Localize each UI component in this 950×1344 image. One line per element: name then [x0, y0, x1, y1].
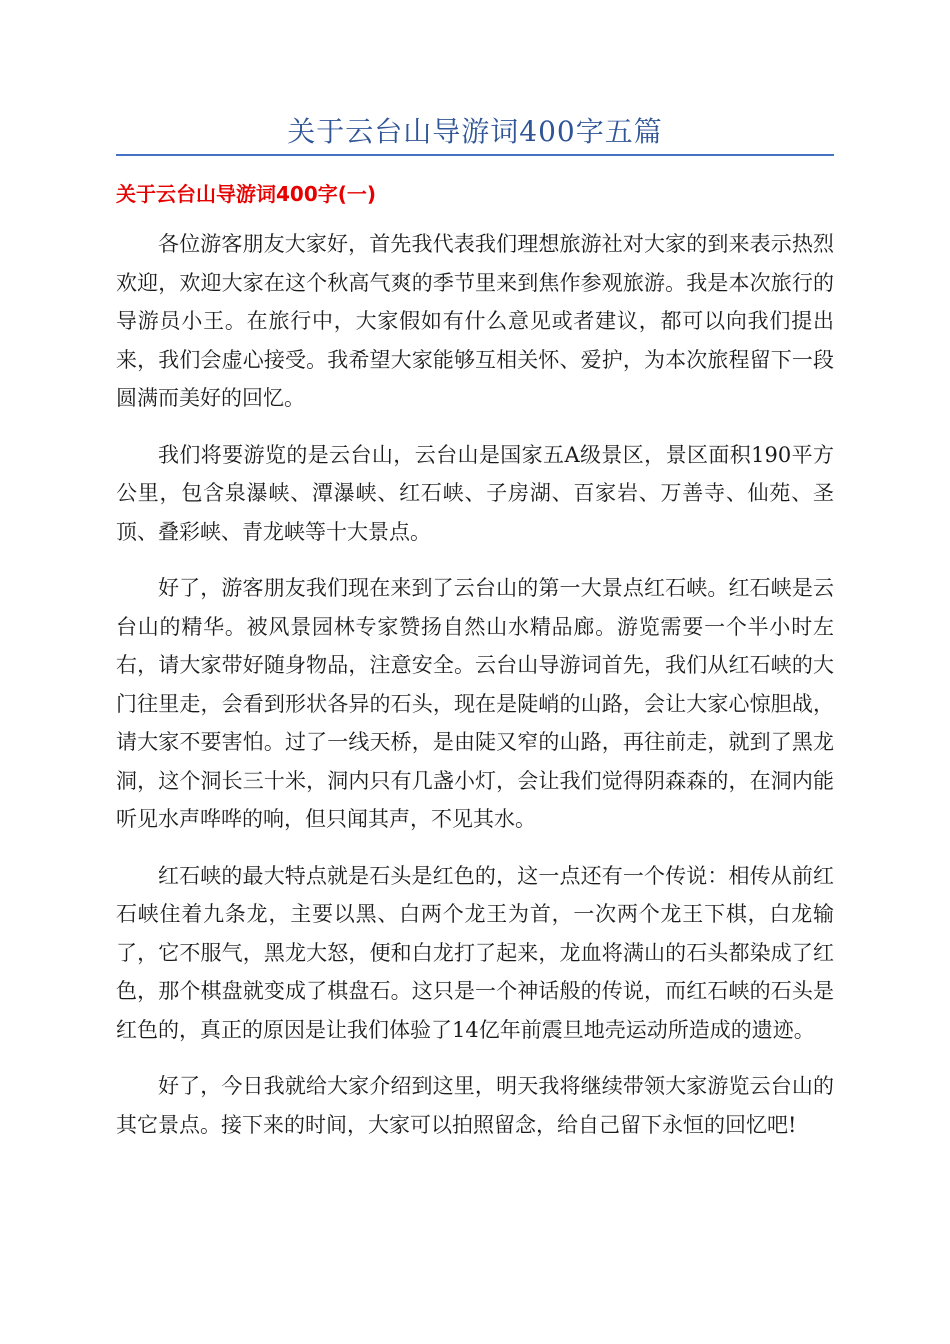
paragraph-closing: 好了，今日我就给大家介绍到这里，明天我将继续带领大家游览云台山的其它景点。接下来的时间，大家可以拍照留念，给自己留下永恒的回忆吧! — [116, 1074, 834, 1137]
body-text — [116, 225, 834, 1162]
paragraph-overview: 我们将要游览的是云台山，云台山是国家五A级景区，景区面积190平方公里，包含泉瀑峡、潭瀑峡、红石峡、子房湖、百家岩、万善寺、仙苑、圣顶、叠彩峡、青龙峡等十大景点。 — [116, 442, 834, 544]
paragraph-hongshixia: 好了，游客朋友我们现在来到了云台山的第一大景点红石峡。红石峡是云台山的精华。被风景园林专家赞扬自然山水精品廊。游览需要一个半小时左右，请大家带好随身物品，注意安全。云台山导游词首先，我们从红石峡的大门往里走，会看到形状各异的石头，现在是陡峭的山路，会让大家心惊胆战，请大家不要害怕。过了一线天桥，是由陡又窄的山路，再往前走，就到了黑龙洞，这个洞长三十米，洞内只有几盏小灯，会让我们觉得阴森森的，在洞内能听见水声哗哗的响，但只闻其声，不见其水。 — [116, 576, 834, 831]
title-underline-divider — [116, 154, 834, 156]
paragraph-welcome: 各位游客朋友大家好，首先我代表我们理想旅游社对大家的到来表示热烈欢迎，欢迎大家在这个秋高气爽的季节里来到焦作参观旅游。我是本次旅行的导游员小王。在旅行中，大家假如有什么意见或者建议，都可以向我们提出来，我们会虚心接受。我希望大家能够互相关怀、爱护，为本次旅程留下一段圆满而美好的回忆。 — [116, 232, 834, 410]
document-title: 关于云台山导游词400字五篇 — [287, 115, 663, 148]
paragraph-legend: 红石峡的最大特点就是石头是红色的，这一点还有一个传说：相传从前红石峡住着九条龙，主要以黑、白两个龙王为首，一次两个龙王下棋，白龙输了，它不服气，黑龙大怒，便和白龙打了起来，龙血将满山的石头都染成了红色，那个棋盘就变成了棋盘石。这只是一个神话般的传说，而红石峡的石头是红色的，真正的原因是让我们体验了14亿年前震旦地壳运动所造成的遗迹。 — [116, 863, 834, 1042]
section-heading: 关于云台山导游词400字(一) — [116, 182, 377, 206]
